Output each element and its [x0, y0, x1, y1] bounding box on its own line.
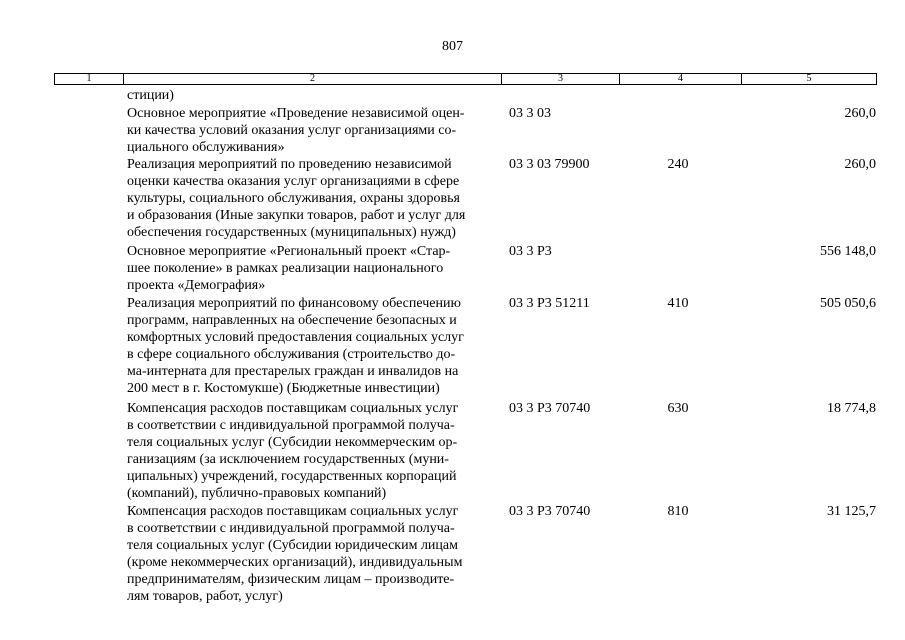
row-amount: 31 125,7 — [827, 504, 876, 519]
row-description: Основное мероприятие «Проведение независимой оцен- ки качества условий оказания услуг организациями со- циального обслуживания» — [127, 106, 465, 155]
row-code: 03 3 03 79900 — [509, 157, 590, 172]
row-expense-type: 240 — [667, 157, 689, 172]
page-number: 807 — [442, 39, 463, 54]
header-col-4: 4 — [620, 74, 742, 84]
header-col-5: 5 — [806, 73, 812, 84]
row-amount: 556 148,0 — [820, 244, 876, 259]
row-code: 03 3 P3 — [509, 244, 552, 259]
row-amount: 505 050,6 — [820, 296, 876, 311]
table-header — [54, 73, 877, 85]
row-code: 03 3 03 — [509, 106, 551, 121]
row-code: 03 3 P3 51211 — [509, 296, 590, 311]
row-expense-type: 630 — [667, 401, 689, 416]
header-col-1: 1 — [55, 74, 124, 84]
row-description: Компенсация расходов поставщикам социальных услуг в соответствии с индивидуальной программой получа- теля социальных услуг (Субсидии некоммерческим ор- ганизациям (за исключением государственных (муни- ципальных) учреждений, государственных корпораций (компаний), публично-правовых компаний) — [127, 401, 459, 501]
row-code: 03 3 P3 70740 — [509, 401, 591, 416]
row-description: Основное мероприятие «Региональный проект «Стар- шее поколение» в рамках реализации национального проекта «Демография» — [127, 244, 451, 293]
row-description: Компенсация расходов поставщикам социальных услуг в соответствии с индивидуальной программой получа- теля социальных услуг (Субсидии юридическим лицам (кроме некоммерческих организаций), индивидуальным предпринимателям, физическим лицам – производите- лям товаров, работ, услуг) — [127, 504, 463, 604]
row-amount: 18 774,8 — [827, 401, 876, 416]
header-col-3: 3 — [502, 74, 620, 84]
header-col-2: 2 — [124, 74, 502, 84]
row-amount: 260,0 — [844, 157, 876, 172]
row-amount: 260,0 — [844, 106, 876, 121]
row-expense-type: 410 — [667, 296, 689, 311]
row-expense-type: 810 — [667, 504, 689, 519]
row-description: Реализация мероприятий по финансовому обеспечению программ, направленных на обеспечение безопасных и комфортных условий предоставления социальных услуг в сфере социального обслуживания (строительство до- ма-интерната для престарелых граждан и инвалидов на 200 мест в г. Костомукше) (Бюджетные инвестиции) — [127, 296, 464, 396]
row-code: 03 3 P3 70740 — [509, 504, 591, 519]
row-description: стиции) — [127, 88, 174, 103]
row-description: Реализация мероприятий по проведению независимой оценки качества оказания услуг организациями в сфере культуры, социального обслуживания, охраны здоровья и образования (Иные закупки товаров, работ и услуг для обеспечения государственных (муниципальных) нужд) — [127, 157, 466, 240]
